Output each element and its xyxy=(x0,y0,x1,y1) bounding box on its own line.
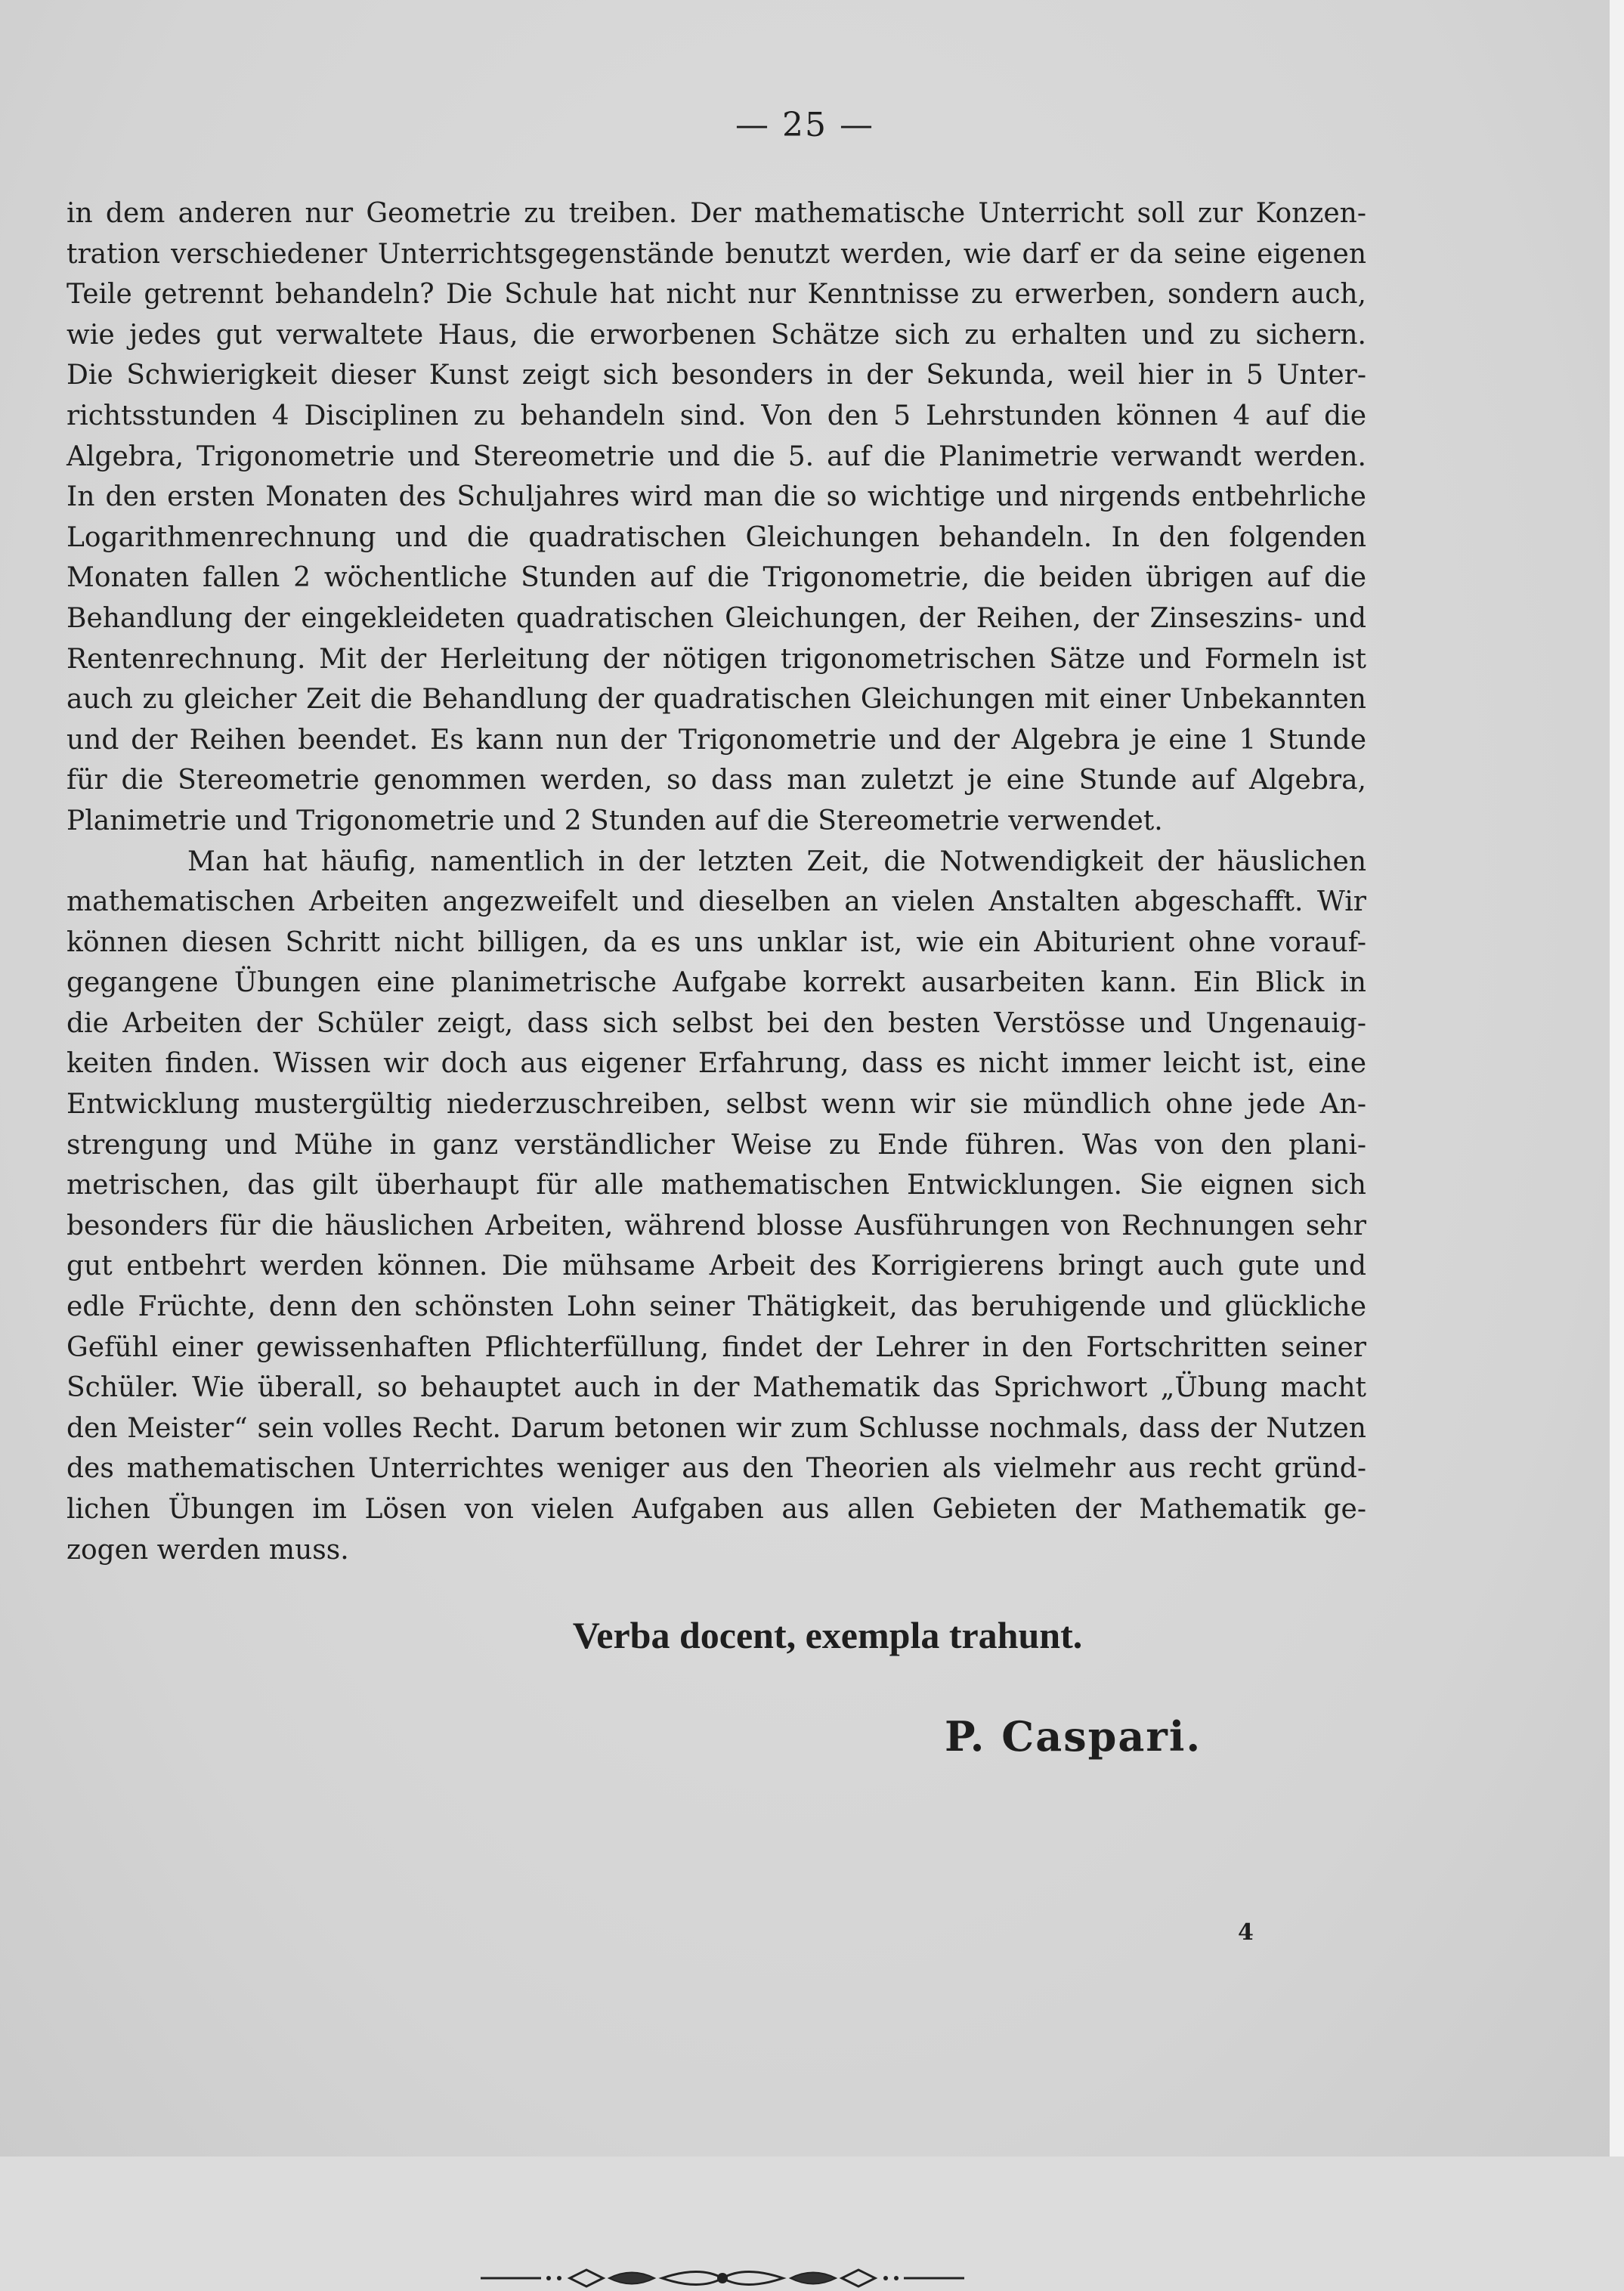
text-line: metrischen, das gilt überhaupt für alle mathematischen Entwicklungen. Sie eignen sich xyxy=(67,1170,1366,1201)
text-line: den Meister“ sein volles Recht. Darum betonen wir zum Schlusse nochmals, dass der Nutzen xyxy=(67,1412,1366,1444)
text-line: Logarithmenrechnung und die quadratischen Gleichungen behandeln. In den folgenden xyxy=(67,521,1366,553)
text-line: Monaten fallen 2 wöchentliche Stunden auf die Trigonometrie, die beiden übrigen auf die xyxy=(67,562,1366,594)
text-line: Man hat häufig, namentlich in der letzten Zeit, die Notwendigkeit der häuslichen xyxy=(187,846,1366,877)
text-line: strengung und Mühe in ganz verständlicher Weise zu Ende führen. Was von den plani- xyxy=(67,1129,1366,1161)
signature-mark: 4 xyxy=(1238,1919,1254,1946)
text-line: und der Reihen beendet. Es kann nun der Trigonometrie und der Algebra je eine 1 Stunde xyxy=(67,724,1366,756)
text-line: mathematischen Arbeiten angezweifelt und dieselben an vielen Anstalten abgeschafft. Wir xyxy=(67,886,1366,918)
text-line: Algebra, Trigonometrie und Stereometrie und die 5. auf die Planimetrie verwandt werden. xyxy=(67,441,1366,472)
body-text xyxy=(67,193,1366,1570)
text-line: die Arbeiten der Schüler zeigt, dass sich selbst bei den besten Verstösse und Ungenauig- xyxy=(67,1007,1366,1039)
text-line: keiten finden. Wissen wir doch aus eigener Erfahrung, dass es nicht immer leicht ist, eine xyxy=(67,1048,1366,1080)
text-line: richtsstunden 4 Disciplinen zu behandeln sind. Von den 5 Lehrstunden können 4 auf die xyxy=(67,400,1366,431)
text-line: Schüler. Wie überall, so behauptet auch in der Mathematik das Sprichwort „Übung macht xyxy=(67,1372,1366,1404)
text-line: edle Früchte, denn den schönsten Lohn seiner Thätigkeit, das beruhigende und glückliche xyxy=(67,1291,1366,1323)
text-line: des mathematischen Unterrichtes weniger aus den Theorien als vielmehr aus recht gründ- xyxy=(67,1453,1366,1485)
page-edge xyxy=(1610,0,1624,2157)
text-line: lichen Übungen im Lösen von vielen Aufgaben aus allen Gebieten der Mathematik ge- xyxy=(67,1494,1366,1525)
text-line: wie jedes gut verwaltete Haus, die erworbenen Schätze sich zu erhalten und zu sichern. xyxy=(67,319,1366,351)
text-line: besonders für die häuslichen Arbeiten, während blosse Ausführungen von Rechnungen sehr xyxy=(67,1210,1366,1241)
motto: Verba docent, exempla trahunt. xyxy=(572,1614,1083,1656)
text-line: Teile getrennt behandeln? Die Schule hat nicht nur Kenntnisse zu erwerben, sondern auch, xyxy=(67,279,1366,311)
text-line: Behandlung der eingekleideten quadratischen Gleichungen, der Reihen, der Zinseszins- und xyxy=(67,602,1366,634)
text-line: Entwicklung mustergültig niederzuschreiben, selbst wenn wir sie mündlich ohne jede An- xyxy=(67,1089,1366,1121)
text-line: In den ersten Monaten des Schuljahres wird man die so wichtige und nirgends entbehrliche xyxy=(67,481,1366,513)
text-line: Planimetrie und Trigonometrie und 2 Stunden auf die Stereometrie verwendet. xyxy=(67,805,1163,836)
text-line: gut entbehrt werden können. Die mühsame Arbeit des Korrigierens bringt auch gute und xyxy=(67,1251,1366,1282)
text-line: Rentenrechnung. Mit der Herleitung der nötigen trigonometrischen Sätze und Formeln ist xyxy=(67,643,1366,675)
ornament-divider xyxy=(481,2265,964,2291)
text-line: in dem anderen nur Geometrie zu treiben. Der mathematische Unterricht soll zur Konzen- xyxy=(67,198,1366,229)
text-line: zogen werden muss. xyxy=(67,1534,349,1566)
text-line: für die Stereometrie genommen werden, so dass man zuletzt je eine Stunde auf Algebra, xyxy=(67,765,1366,796)
page-number: — 25 — xyxy=(735,106,874,144)
signature: P. Caspari. xyxy=(945,1712,1202,1761)
text-line: Gefühl einer gewissenhaften Pflichterfüllung, findet der Lehrer in den Fortschritten seiner xyxy=(67,1331,1366,1363)
text-line: Die Schwierigkeit dieser Kunst zeigt sich besonders in der Sekunda, weil hier in 5 Unter- xyxy=(67,360,1366,391)
text-line: tration verschiedener Unterrichtsgegenstände benutzt werden, wie darf er da seine eigenen xyxy=(67,238,1366,270)
text-line: auch zu gleicher Zeit die Behandlung der quadratischen Gleichungen mit einer Unbekannten xyxy=(67,684,1366,716)
text-line: gegangene Übungen eine planimetrische Aufgabe korrekt ausarbeiten kann. Ein Blick in xyxy=(67,967,1366,999)
text-line: können diesen Schritt nicht billigen, da es uns unklar ist, wie ein Abiturient ohne vorauf- xyxy=(67,926,1366,958)
